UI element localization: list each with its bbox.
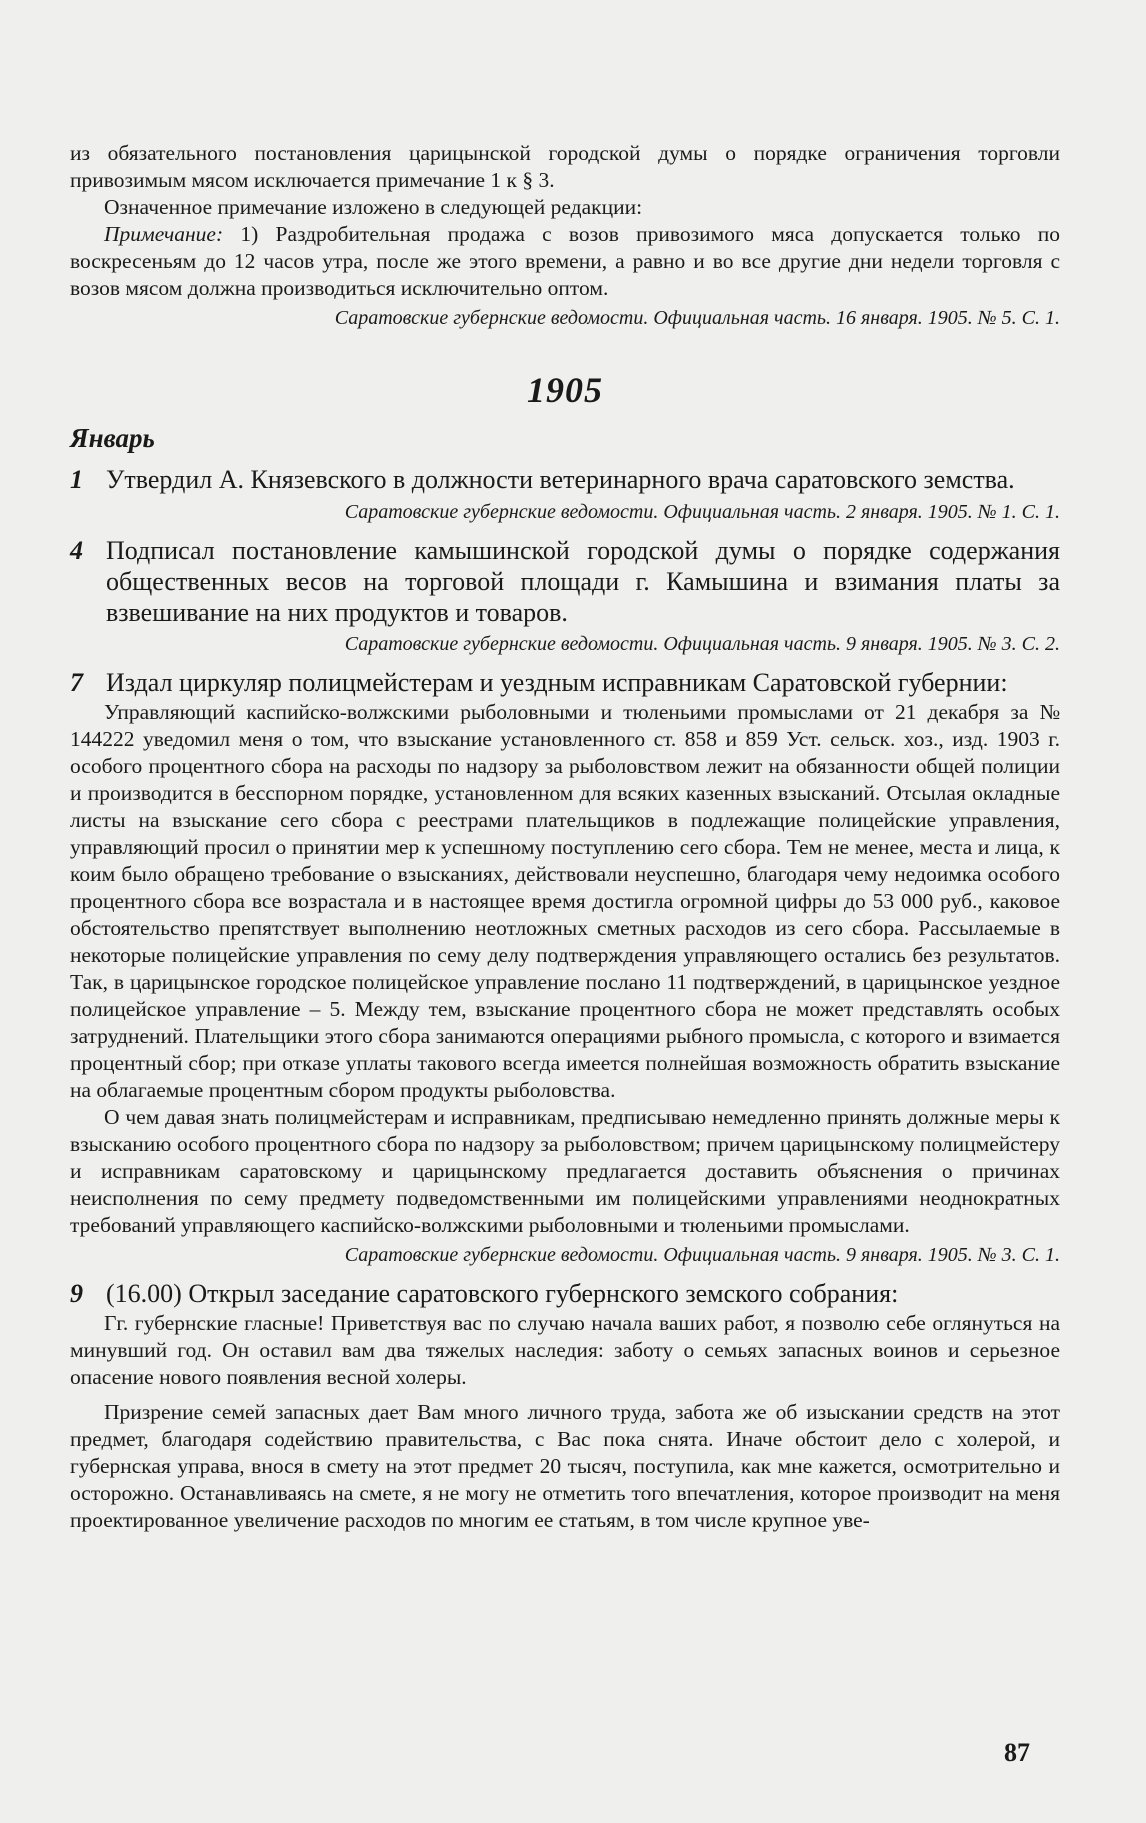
entry-day-7: [70, 667, 1060, 699]
entry-day-9: [70, 1278, 1060, 1310]
month-heading: Январь: [70, 423, 155, 453]
source-citation: Саратовские губернские ведомости. Официальная часть. 9 января. 1905. № 3. С. 1.: [344, 1244, 1060, 1266]
intro-note: [70, 221, 1060, 302]
note-label: Примечание:: [104, 222, 224, 246]
entry-day: 9: [70, 1279, 83, 1308]
entry-heading: Утвердил А. Князевского в должности ветеринарного врача саратовского земства.: [106, 465, 1015, 494]
source-citation: Саратовские губернские ведомости. Официальная часть. 2 января. 1905. № 1. С. 1.: [344, 501, 1060, 523]
page-number: 87: [1004, 1738, 1030, 1767]
entry-day-1: [70, 464, 1060, 496]
paragraph-gap: [70, 1391, 1060, 1399]
entry-paragraph: Гг. губернские гласные! Приветствуя вас по случаю начала ваших работ, я позволю себе оглянуться на минувший год. Он оставил вам два тяжелых наследия: заботу о семьях запасных воинов и серьезное опасение нового появления весной холеры.: [70, 1311, 1060, 1389]
entry-paragraph: Призрение семей запасных дает Вам много личного труда, забота же об изыскании средств на этот предмет, благодаря содействию правительства, с Вас пока снята. Иначе обстоит дело с холерой, и губернская управа, внося в смету на этот предмет 20 тысяч, поступила, как мне кажется, осмотрительно и осторожно. Останавливаясь на смете, я не могу не отметить того впечатления, которое производит на меня проектированное увеличение расходов по многим ее статьям, в том числе крупное уве-: [70, 1400, 1060, 1532]
entry-day: 7: [70, 668, 83, 697]
intro-text: из обязательного постановления царицынской городской думы о порядке ограничения торговли привозимым мясом исключается примечание 1 к § 3.: [70, 141, 1060, 192]
year-heading: 1905: [527, 370, 603, 410]
entry-day: 4: [70, 536, 83, 565]
intro-text-2: Означенное примечание изложено в следующей редакции:: [104, 195, 643, 219]
entry-day-4: [70, 535, 1060, 628]
note-text: 1) Раздробительная продажа с возов привозимого мяса допускается только по воскресеньям до 12 часов утра, после же этого времени, а равно и во все другие дни недели торговля с возов мясом должна производиться исключительно оптом.: [70, 222, 1060, 300]
entry-paragraph: Управляющий каспийско-волжскими рыболовными и тюленьими промыслами от 21 декабря за № 144222 уведомил меня о том, что взыскание установленного ст. 858 и 859 Уст. сельск. хоз., изд. 1903 г. особого процентного сбора на расходы по надзору за рыболовством лежит на обязанности общей полиции и производится в бесспорном порядке, установленном для всяких казенных взысканий. Отсылая окладные листы на взыскание сего сбора с реестрами плательщиков в подлежащие полицейские управления, управляющий просил о принятии мер к успешному поступлению сего сбора. Тем не менее, места и лица, к коим было обращено требование о взысканиях, действовали неуспешно, благодаря чему недоимка особого процентного сбора все возрастала и в настоящее время достигла огромной цифры до 53 000 руб., каковое обстоятельство препятствует выполнению неотложных сметных расходов из сего сбора. Рассылаемые в некоторые полицейские управления по сему делу подтверждения управляющего остались без результатов. Так, в царицынское городское полицейское управление послано 11 подтверждений, в царицынское уездное полицейское управление – 5. Между тем, взыскание процентного сбора не может представлять особых затруднений. Плательщики этого сбора занимаются операциями рыбного промысла, с которого и взимается процентный сбор; при отказе уплаты такового всегда имеется полнейшая возможность обратить взыскание на облагаемые процентным сбором продукты рыболовства.: [70, 700, 1060, 1102]
entry-heading: Подписал постановление камышинской городской думы о порядке содержания общественных весов на торговой площади г. Камышина и взимания платы за взвешивание на них продуктов и товаров.: [106, 536, 1060, 627]
entry-paragraph: О чем давая знать полицмейстерам и исправникам, предписываю немедленно принять должные меры к взысканию особого процентного сбора по надзору за рыболовством; причем царицынскому полицмейстеру и исправникам саратовскому и царицынскому предлагается доставить объяснения о причинах неисполнения по сему предмету подведомственными им полицейскими управлениями неоднократных требований управляющего каспийско-волжскими рыболовными и тюленьими промыслами.: [70, 1105, 1060, 1237]
source-citation: Саратовские губернские ведомости. Официальная часть. 9 января. 1905. № 3. С. 2.: [344, 633, 1060, 655]
entry-heading: Издал циркуляр полицмейстерам и уездным исправникам Саратовской губернии:: [106, 668, 1008, 697]
source-citation: Саратовские губернские ведомости. Официальная часть. 16 января. 1905. № 5. С. 1.: [334, 307, 1060, 329]
entry-heading: (16.00) Открыл заседание саратовского губернского земского собрания:: [106, 1279, 899, 1308]
page-content: [70, 140, 1060, 1534]
entry-day: 1: [70, 465, 83, 494]
